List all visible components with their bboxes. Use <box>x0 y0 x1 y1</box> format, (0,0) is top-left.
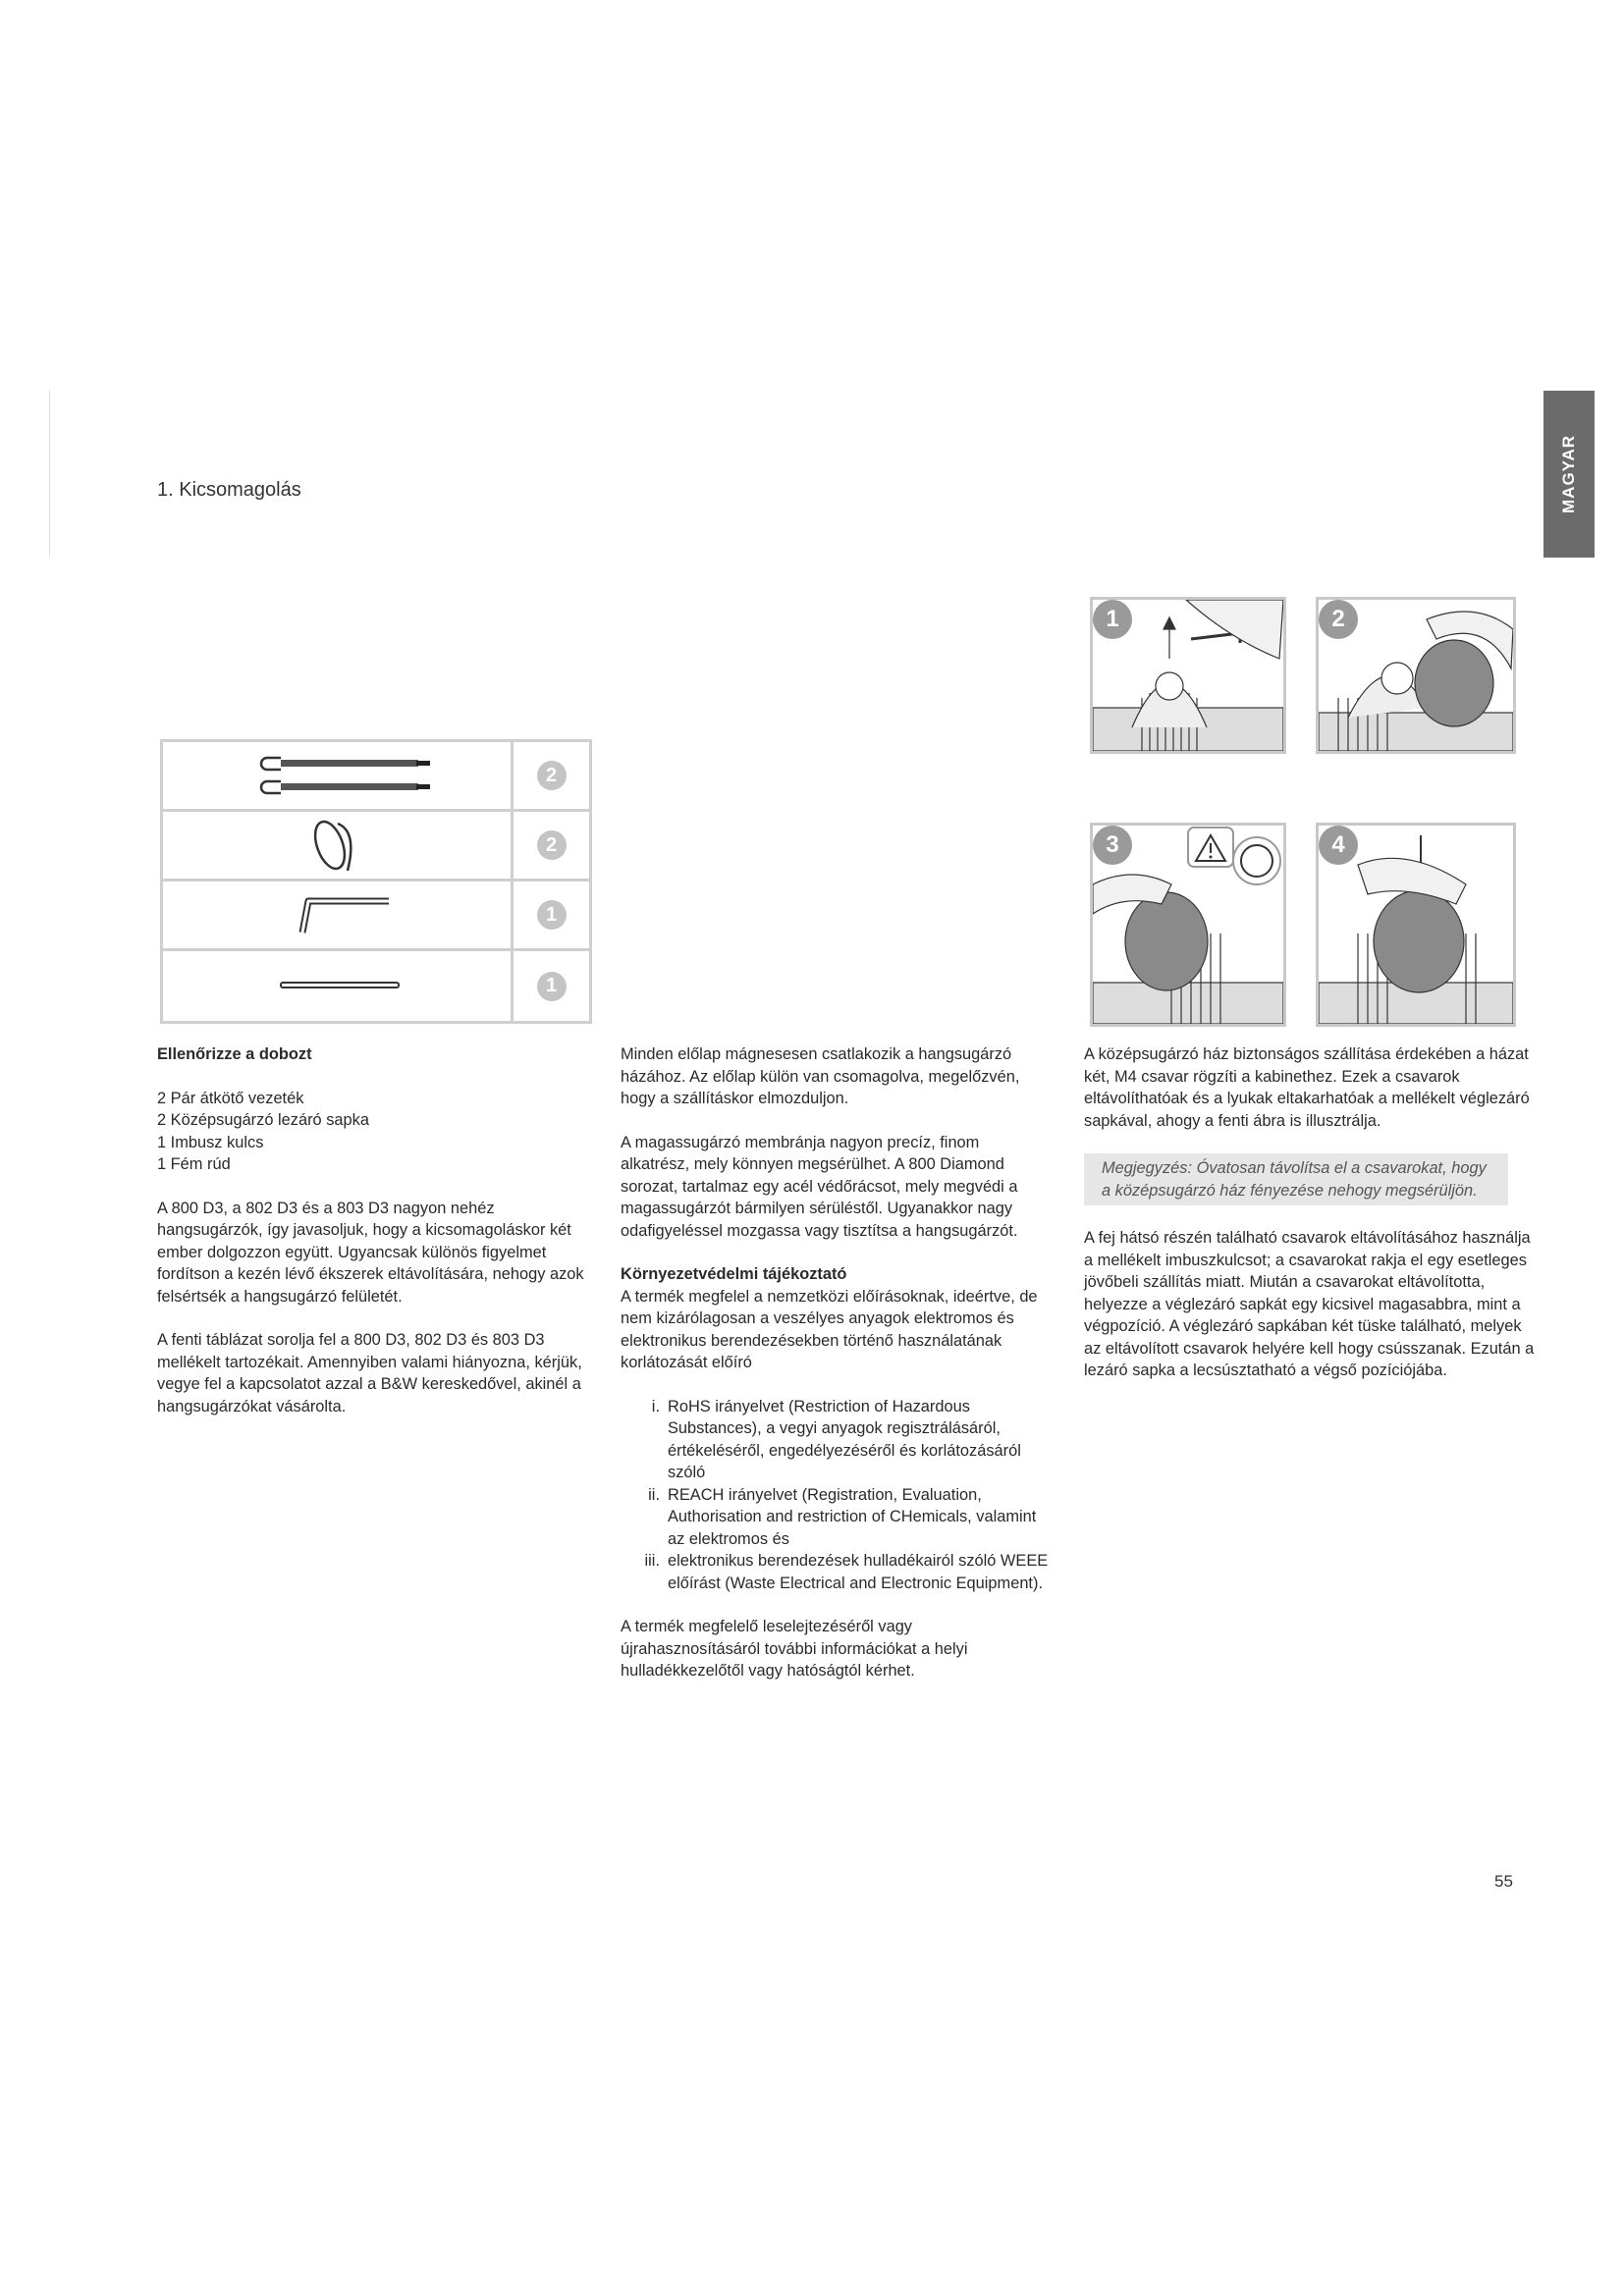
qty-badge: 2 <box>537 830 567 860</box>
language-tab <box>1543 391 1595 558</box>
paragraph: A termék megfelel a nemzetközi előírásoknak, ideértve, de nem kizárólagosan a veszélyes anyagok elektromos és elektronikus berendezésekben történő használatának korlátozását előíró <box>621 1287 1038 1371</box>
step-badge: 3 <box>1093 826 1132 865</box>
list-text: REACH irányelvet (Registration, Evaluation, Authorisation and restriction of CHemicals, valamint az elektromos és <box>668 1485 1037 1548</box>
table-cell-image <box>163 881 514 948</box>
qty-badge: 1 <box>537 900 567 930</box>
table-cell-qty <box>514 881 589 948</box>
section-title: 1. Kicsomagolás <box>157 479 301 501</box>
table-row <box>163 742 589 812</box>
paragraph: A magassugárzó membránja nagyon precíz, finom alkatrész, mely könnyen megsérülhet. A 800 Diamond sorozat, tartalmaz egy acél védőrácsot, mely megvédi a magassugárzót bármilyen sérüléstől. Ugyanakkor nagy odafigyeléssel mozgassa vagy tisztítsa a hangsugárzót. <box>621 1133 1018 1240</box>
table-cell-qty <box>514 742 589 809</box>
paragraph: A 800 D3, a 802 D3 és a 803 D3 nagyon nehéz hangsugárzók, így javasoljuk, hogy a kicsomagoláskor két ember dolgozzon együtt. Ugyancsak különös figyelmet fordítson a kezén lévő ékszerek eltávolítására, nehogy azok felsértsék a hangsugárzó felületét. <box>157 1199 584 1306</box>
step-2-panel <box>1316 597 1516 754</box>
note-box: Megjegyzés: Óvatosan távolítsa el a csavarokat, hogy a középsugárzó ház fényezése nehogy megsérüljön. <box>1084 1153 1508 1205</box>
margin-rule <box>49 390 50 557</box>
list-item: 1 Imbusz kulcs <box>157 1133 264 1151</box>
language-tab-label: MAGYAR <box>1559 435 1578 513</box>
qty-badge: 1 <box>537 972 567 1001</box>
list-text: RoHS irányelvet (Restriction of Hazardous Substances), a vegyi anyagok regisztrálásáról, értékeléséről, engedélyezéséről és korlátozásáról szóló <box>668 1397 1021 1481</box>
paragraph: A termék megfelelő leselejtezéséről vagy újrahasznosításáról további információkat a helyi hulladékkezelőtől vagy hatóságtól kérhet. <box>621 1618 968 1680</box>
metal-rod-icon <box>163 951 508 1018</box>
list-number: ii. <box>648 1485 660 1504</box>
table-row <box>163 951 589 1021</box>
qty-badge: 2 <box>537 761 567 790</box>
column-1 <box>157 1043 589 1439</box>
step-1-panel <box>1090 597 1286 754</box>
paragraph: A fej hátsó részén található csavarok eltávolításához használja a mellékelt imbuszkulcsot; a csavarokat rakja el egy esetleges jövőbeli szállítás miatt. Miután a csavarokat eltávolította, helyezze a véglezáró sapkát egy kicsivel magasabbra, mint a végpozíció. A véglezáró sapkában két tüske található, melyek az eltávolított csavarok helyére kell hogy csússzanak. Ezután a lezáró sapka a lecsúsztatható a végső pozíciójába. <box>1084 1229 1535 1379</box>
step-3-panel <box>1090 823 1286 1027</box>
column-2 <box>621 1043 1053 1704</box>
table-row <box>163 812 589 881</box>
page-number: 55 <box>1494 1872 1513 1891</box>
list-item <box>621 1484 1053 1551</box>
list-item: 2 Pár átkötő vezeték <box>157 1089 304 1107</box>
list-text: elektronikus berendezések hulladékairól szóló WEEE előírást (Waste Electrical and Electronic Equipment). <box>668 1552 1049 1592</box>
step-badge: 2 <box>1319 600 1358 639</box>
list-number: i. <box>651 1397 660 1415</box>
allen-key-icon <box>163 881 508 948</box>
column-3 <box>1084 1043 1536 1404</box>
list-item <box>621 1550 1053 1594</box>
list-item: 1 Fém rúd <box>157 1155 231 1173</box>
table-cell-image <box>163 812 514 879</box>
environment-heading: Környezetvédelmi tájékoztató <box>621 1265 847 1283</box>
list-item: 2 Középsugárzó lezáró sapka <box>157 1111 369 1129</box>
table-cell-image <box>163 951 514 1021</box>
paragraph: A középsugárzó ház biztonságos szállítása érdekében a házat két, M4 csavar rögzíti a kabinethez. Ezek a csavarok eltávolíthatóak és a lyukak eltakarhatóak a mellékelt véglezáró sapkával, ahogy a fenti ábra is illusztrálja. <box>1084 1045 1530 1130</box>
regulations-list <box>621 1396 1053 1595</box>
table-cell-qty <box>514 812 589 879</box>
warning-triangle-icon <box>1186 826 1284 904</box>
contents-list <box>157 1088 589 1176</box>
speaker-cable-icon <box>163 742 508 809</box>
step-4-panel <box>1316 823 1516 1027</box>
check-box-heading: Ellenőrizze a dobozt <box>157 1045 312 1063</box>
cap-disc-icon <box>163 812 508 879</box>
paragraph: A fenti táblázat sorolja fel a 800 D3, 802 D3 és 803 D3 mellékelt tartozékait. Amennyiben valami hiányozna, kérjük, vegye fel a kapcsolatot azzal a B&W kereskedővel, akinél a hangsugárzókat vásárolta. <box>157 1331 582 1415</box>
table-row <box>163 881 589 951</box>
step-badge: 1 <box>1093 600 1132 639</box>
list-item <box>621 1396 1053 1484</box>
list-number: iii. <box>644 1552 660 1570</box>
contents-table <box>160 739 592 1024</box>
paragraph: Minden előlap mágnesesen csatlakozik a hangsugárzó házához. Az előlap külön van csomagolva, megelőzvén, hogy a szállításkor elmozduljon. <box>621 1045 1020 1107</box>
step-badge: 4 <box>1319 826 1358 865</box>
table-cell-image <box>163 742 514 809</box>
table-cell-qty <box>514 951 589 1021</box>
